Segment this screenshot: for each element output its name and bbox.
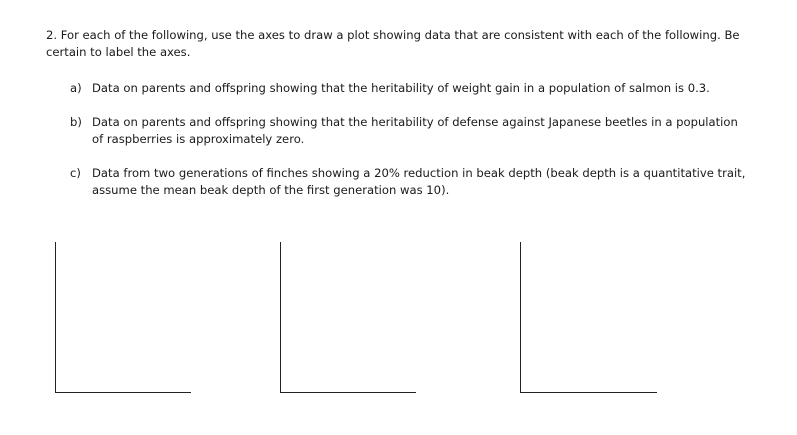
part-c: [70, 165, 750, 199]
part-b: [70, 114, 750, 148]
question-parts: [70, 80, 750, 199]
part-a-text: Data on parents and offspring showing that the heritability of weight gain in a population of salmon is 0.3.: [92, 81, 710, 95]
part-b-label: b): [70, 115, 82, 129]
question-text: 2. For each of the following, use the axes to draw a plot showing data that are consistent with each of the following. Be certain to label the axes.: [46, 28, 740, 59]
part-b-text: Data on parents and offspring showing that the heritability of defense against Japanese beetles in a population of raspberries is approximately zero.: [92, 115, 738, 146]
part-a: [70, 80, 750, 97]
blank-axes-c: [520, 242, 657, 393]
blank-axes-b: [280, 242, 416, 393]
blank-axes-a: [55, 242, 191, 393]
part-c-text: Data from two generations of finches showing a 20% reduction in beak depth (beak depth is a quantitative trait, assume the mean beak depth of the first generation was 10).: [92, 166, 746, 197]
part-a-label: a): [70, 81, 82, 95]
part-c-label: c): [70, 166, 81, 180]
